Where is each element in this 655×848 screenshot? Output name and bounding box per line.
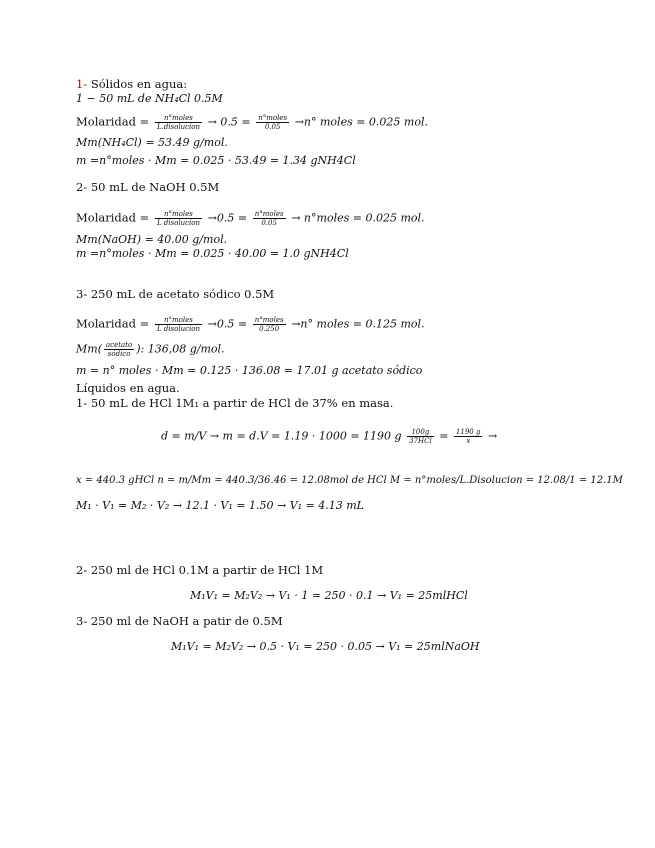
frac-den: L disolucion xyxy=(156,219,200,227)
eq-label: Molaridad = xyxy=(76,114,150,129)
fraction xyxy=(253,210,286,227)
frac-num: n°moles xyxy=(254,316,284,324)
dilution-equation-3: M₁V₁ = M₂V₂ → 0.5 · V₁ = 250 · 0.05 → V₁ = 25mlNaOH xyxy=(171,640,480,653)
frac-num: n°moles xyxy=(155,210,202,219)
fraction xyxy=(104,341,134,358)
liquid-item-3: 3- 250 ml de NaOH a patir de 0.5M xyxy=(76,614,283,628)
frac-den: sódico xyxy=(107,350,131,358)
density-equation xyxy=(161,428,497,445)
fraction xyxy=(454,428,483,445)
eq-part: →0.5 = xyxy=(207,211,248,225)
section-number: 1- xyxy=(76,77,88,91)
eq-part: ): 136,08 g/mol. xyxy=(136,342,225,356)
fraction xyxy=(256,114,289,131)
frac-num: n°moles xyxy=(155,316,202,325)
liquids-heading: Líquidos en agua. xyxy=(76,381,180,395)
fraction xyxy=(155,316,202,333)
frac-num: n°moles xyxy=(258,114,288,122)
eq-part: →n° moles = 0.125 mol. xyxy=(291,317,425,331)
eq-part: →n° moles = 0.025 mol. xyxy=(294,115,428,129)
section-title: Sólidos en agua: xyxy=(87,77,188,91)
eq-part: → 0.5 = xyxy=(207,115,251,129)
molar-mass-line xyxy=(76,341,225,358)
frac-den: 0.05 xyxy=(264,123,281,131)
molar-mass-line: Mm(NaOH) = 40.00 g/mol. xyxy=(76,233,228,246)
fraction xyxy=(155,114,202,131)
molar-mass-line: Mm(NH₄Cl) = 53.49 g/mol. xyxy=(76,136,228,149)
frac-den: L disolucion xyxy=(156,325,200,333)
eq-part: Mm( xyxy=(76,342,102,356)
frac-num: 1190 g xyxy=(455,428,481,436)
eq-part: d = m/V → m = d.V = 1.19 · 1000 = 1190 g xyxy=(161,429,402,443)
section-3-heading: 3- 250 mL de acetato sódico 0.5M xyxy=(76,287,275,301)
liquid-item-2: 2- 250 ml de HCl 0.1M a partir de HCl 1M xyxy=(76,563,324,577)
fraction xyxy=(155,210,202,227)
frac-den: x xyxy=(466,437,471,445)
eq-label: Molaridad = xyxy=(76,316,150,331)
mass-line: m = n° moles · Mm = 0.125 · 136.08 = 17.01 g acetato sódico xyxy=(76,364,423,377)
frac-den: L.disolucion xyxy=(156,123,200,131)
frac-den: 37HCl xyxy=(409,437,432,445)
eq-part: = xyxy=(439,429,449,443)
eq-part: →0.5 = xyxy=(207,317,248,331)
eq-part: → n°moles = 0.025 mol. xyxy=(291,211,425,225)
eq-label: Molaridad = xyxy=(76,210,150,225)
concentration-equation: x = 440.3 gHCl n = m/Mm = 440.3/36.46 = 12.08mol de HCl M = n°moles/L.Disolucion = 12.08/1 = 12.1M xyxy=(76,475,623,486)
frac-num: n°moles xyxy=(155,114,202,123)
frac-num: 100g xyxy=(407,428,434,437)
fraction xyxy=(407,428,434,445)
item-line: 1 − 50 mL de NH₄Cl 0.5M xyxy=(76,92,223,105)
section-1-heading xyxy=(76,77,187,91)
mass-line: m =n°moles · Mm = 0.025 · 40.00 = 1.0 gNH4Cl xyxy=(76,247,349,260)
dilution-equation: M₁ · V₁ = M₂ · V₂ → 12.1 · V₁ = 1.50 → V₁ = 4.13 mL xyxy=(76,499,364,512)
eq-part: → xyxy=(487,429,498,443)
molarity-equation xyxy=(76,114,428,131)
molarity-equation xyxy=(76,316,425,333)
dilution-equation-2: M₁V₁ = M₂V₂ → V₁ · 1 = 250 · 0.1 → V₁ = 25mlHCl xyxy=(190,589,468,602)
molarity-equation xyxy=(76,210,425,227)
frac-num: acetato xyxy=(106,341,133,349)
mass-line: m =n°moles · Mm = 0.025 · 53.49 = 1.34 gNH4Cl xyxy=(76,154,356,167)
frac-num: n°moles xyxy=(254,210,284,218)
frac-den: 0.05 xyxy=(261,219,277,227)
frac-den: 0.250 xyxy=(259,325,280,333)
section-2-heading: 2- 50 mL de NaOH 0.5M xyxy=(76,180,220,194)
fraction xyxy=(253,316,286,333)
liquid-item-1: 1- 50 mL de HCl 1M₁ a partir de HCl de 37% en masa. xyxy=(76,396,394,410)
